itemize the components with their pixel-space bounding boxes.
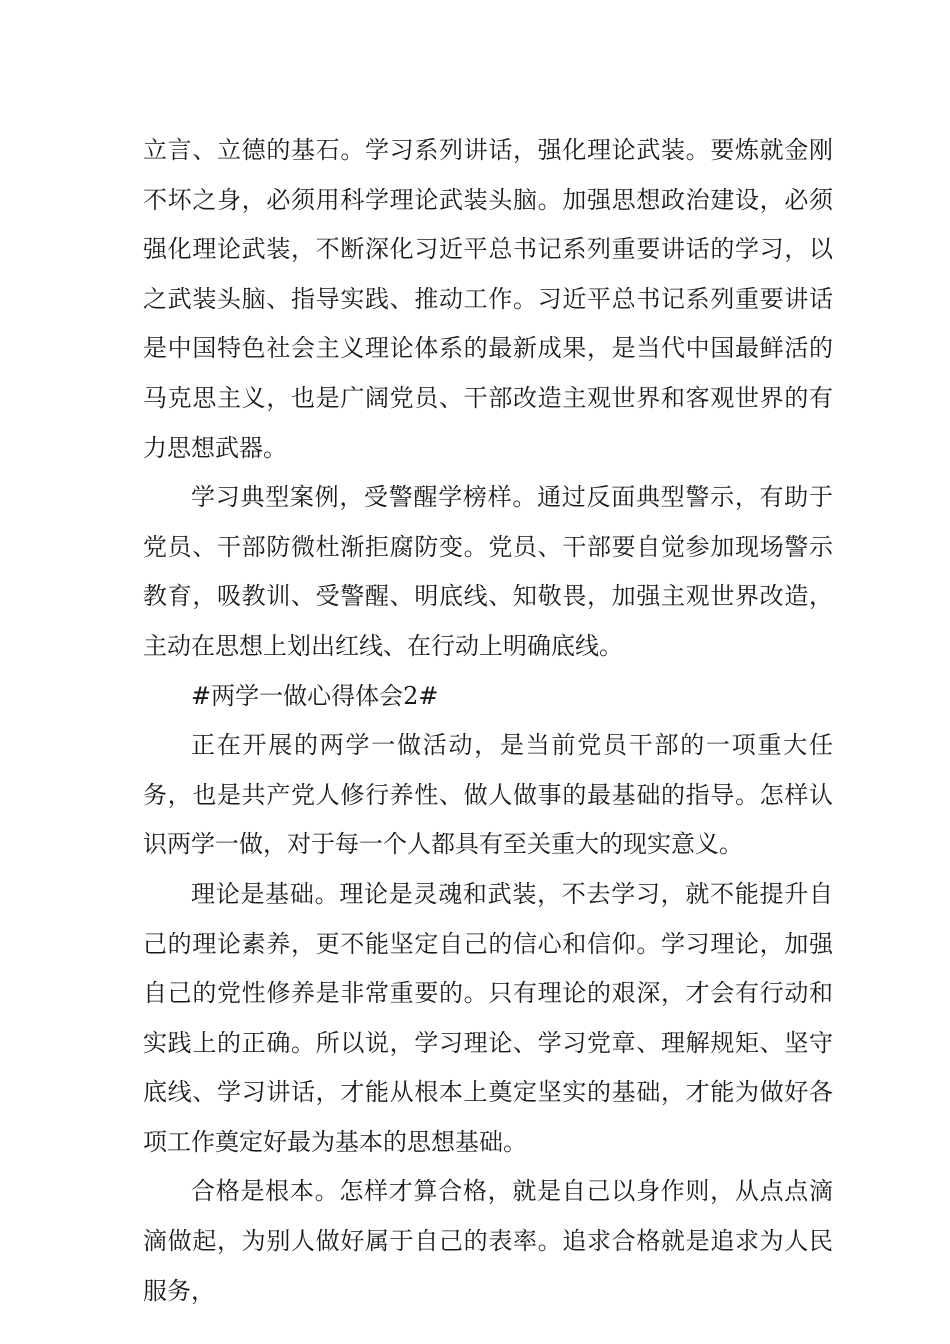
paragraph-typical-cases: 学习典型案例，受警醒学榜样。通过反面典型警示，有助于党员、干部防微杜渐拒腐防变。党员、干部要自觉参加现场警示教育，吸教训、受警醒、明底线、知敬畏，加强主观世界改造，主动在思想上划出红线、在行动上明确底线。 — [143, 483, 833, 660]
section-heading: #两学一做心得体会2# — [191, 681, 439, 710]
paragraph-qualification-fundamental: 合格是根本。怎样才算合格，就是自己以身作则，从点点滴滴做起，为别人做好属于自己的表率。追求合格就是追求为人民服务， — [143, 1177, 833, 1305]
paragraph-two-studies-intro: 正在开展的两学一做活动，是当前党员干部的一项重大任务，也是共产党人修行养性、做人做事的最基础的指导。怎样认识两学一做，对于每一个人都具有至关重大的现实意义。 — [143, 731, 833, 859]
document-body — [143, 126, 833, 1316]
paragraph-theory-foundation: 理论是基础。理论是灵魂和武装，不去学习，就不能提升自己的理论素养，更不能坚定自己的信心和信仰。学习理论，加强自己的党性修养是非常重要的。只有理论的艰深，才会有行动和实践上的正确。所以说，学习理论、学习党章、理解规矩、坚守底线、学习讲话，才能从根本上奠定坚实的基础，才能为做好各项工作奠定好最为基本的思想基础。 — [143, 879, 833, 1156]
paragraph-theory-armament: 立言、立德的基石。学习系列讲话，强化理论武装。要炼就金刚不坏之身，必须用科学理论武装头脑。加强思想政治建设，必须强化理论武装，不断深化习近平总书记系列重要讲话的学习，以之武装头脑、指导实践、推动工作。习近平总书记系列重要讲话是中国特色社会主义理论体系的最新成果，是当代中国最鲜活的马克思主义，也是广阔党员、干部改造主观世界和客观世界的有力思想武器。 — [143, 136, 833, 462]
